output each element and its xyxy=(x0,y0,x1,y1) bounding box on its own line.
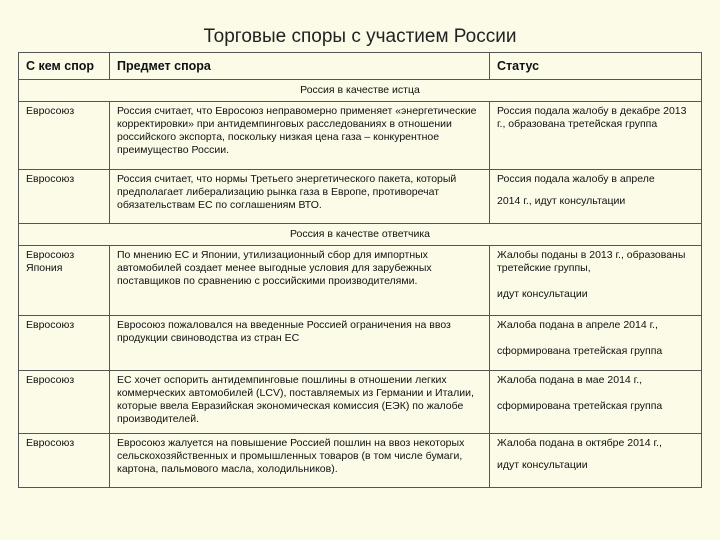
party-name: Евросоюз xyxy=(26,249,75,261)
party-cell: Евросоюз xyxy=(19,102,110,170)
table-row xyxy=(19,170,702,224)
status-text: Россия подала жалобу в апреле xyxy=(497,173,655,185)
subject-cell: Евросоюз жалуется на повышение Россией пошлин на ввоз некоторых сельскохозяйственных и промышленных товаров (в том числе бумаги, картона, пальмового масла, холодильников). xyxy=(110,434,490,488)
status-text-2: идут консультации xyxy=(497,288,588,300)
party-cell: Евросоюз xyxy=(19,434,110,488)
subject-cell: Россия считает, что Евросоюз неправомерно применяет «энергетические корректировки» при антидемпинговых расследованиях в отношении российского экспорта, поскольку низкая цена газа – конкурентное преимущество России. xyxy=(110,102,490,170)
section-row-plaintiff xyxy=(19,80,702,102)
status-text-2: сформирована третейская группа xyxy=(497,345,663,357)
party-cell: Евросоюз xyxy=(19,170,110,224)
page-title: Торговые споры с участием России xyxy=(203,26,517,47)
table-row xyxy=(19,102,702,170)
party-cell: Евросоюз xyxy=(19,316,110,371)
status-cell xyxy=(490,170,702,224)
header-party: С кем спор xyxy=(19,53,110,80)
header-status: Статус xyxy=(490,53,702,80)
header-row xyxy=(19,53,702,80)
subject-cell: Евросоюз пожаловался на введенные Россией ограничения на ввоз продукции свиноводства из стран ЕС xyxy=(110,316,490,371)
status-cell xyxy=(490,434,702,488)
status-cell xyxy=(490,246,702,316)
status-text-2: сформирована третейская группа xyxy=(497,400,663,412)
party-name-2: Япония xyxy=(26,262,63,274)
table-row xyxy=(19,371,702,434)
party-cell xyxy=(19,246,110,316)
table-row xyxy=(19,316,702,371)
subject-cell: ЕС хочет оспорить антидемпинговые пошлины в отношении легких коммерческих автомобилей (LCV), поставляемых из Германии и Италии, которые ввела Евразийская экономическая комиссия (ЕЭК) по жалобе производителей. xyxy=(110,371,490,434)
status-text: Жалоба подана в октябре 2014 г., xyxy=(497,437,662,449)
status-cell xyxy=(490,316,702,371)
subject-cell: По мнению ЕС и Японии, утилизационный сбор для импортных автомобилей создает менее выгодные условия для зарубежных поставщиков по сравнению с российскими производителями. xyxy=(110,246,490,316)
status-text-2: идут консультации xyxy=(497,459,588,471)
status-text: Жалоба подана в апреле 2014 г., xyxy=(497,319,658,331)
table-row xyxy=(19,434,702,488)
status-cell xyxy=(490,102,702,170)
status-text: Жалобы поданы в 2013 г., образованы третейские группы, xyxy=(497,249,686,274)
table-row xyxy=(19,246,702,316)
section-defendant: Россия в качестве ответчика xyxy=(19,224,702,246)
section-plaintiff: Россия в качестве истца xyxy=(19,80,702,102)
trade-disputes-table xyxy=(18,52,702,488)
header-subject: Предмет спора xyxy=(110,53,490,80)
status-text: Жалоба подана в мае 2014 г., xyxy=(497,374,643,386)
subject-cell: Россия считает, что нормы Третьего энергетического пакета, который предполагает либерализацию рынка газа в Европе, противоречат обязательствам ЕС по соглашениям ВТО. xyxy=(110,170,490,224)
status-text: Россия подала жалобу в декабре 2013 г., образована третейская группа xyxy=(497,105,687,130)
party-cell: Евросоюз xyxy=(19,371,110,434)
status-cell xyxy=(490,371,702,434)
section-row-defendant xyxy=(19,224,702,246)
status-text-2: 2014 г., идут консультации xyxy=(497,195,626,207)
